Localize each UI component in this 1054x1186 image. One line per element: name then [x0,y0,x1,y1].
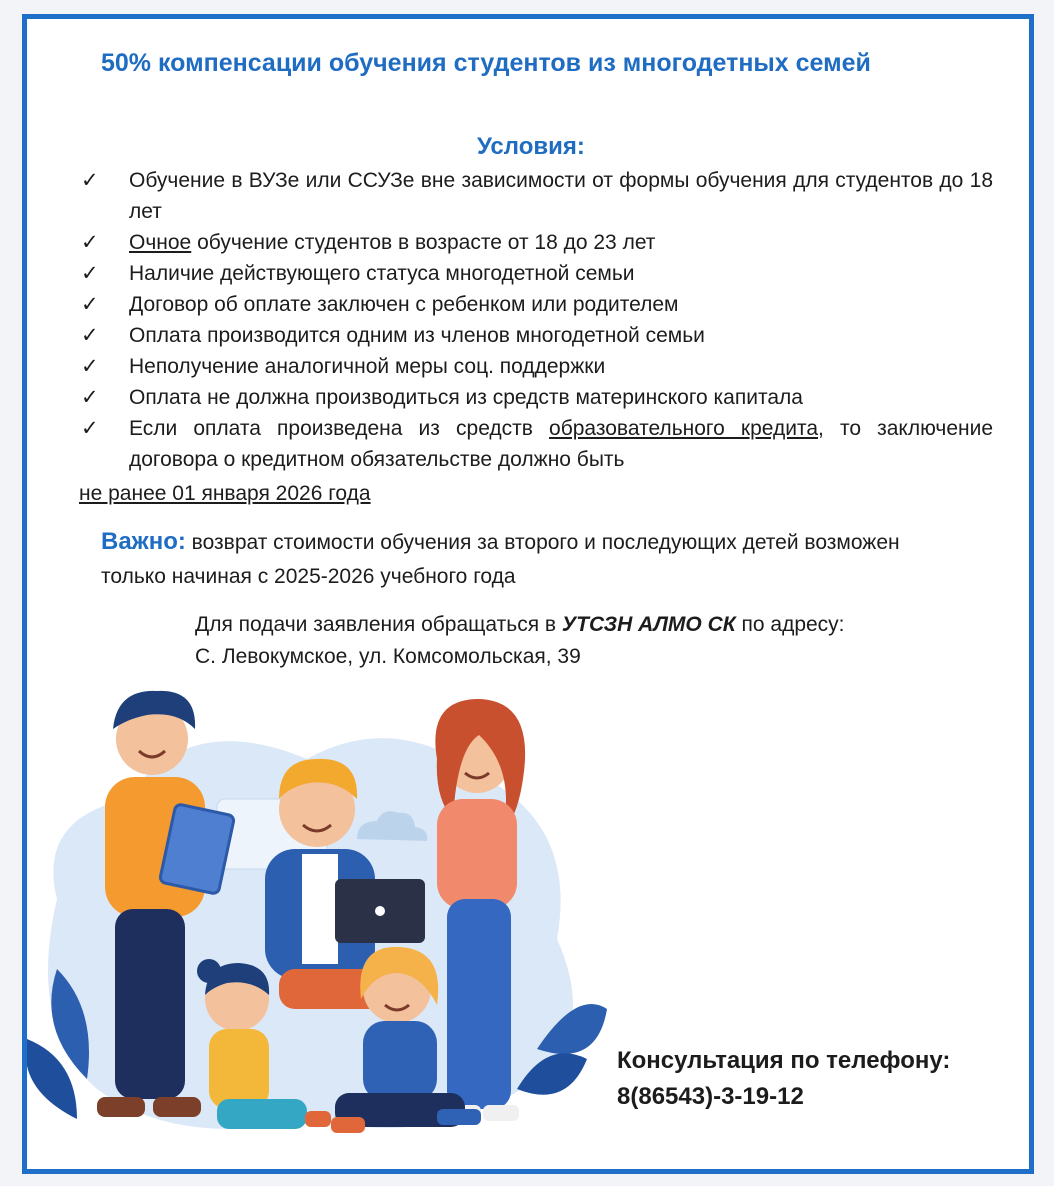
check-icon: ✓ [81,231,99,254]
condition-text: Наличие действующего статуса многодетной семьи [129,262,635,285]
check-icon: ✓ [81,386,99,409]
condition-text: Обучение в ВУЗе или ССУЗе вне зависимости от формы обучения для студентов до 18 лет [129,169,993,223]
list-item [81,289,993,320]
condition-text: обучение студентов в возрасте от 18 до 23 лет [191,231,656,254]
family-illustration [22,649,617,1174]
legs [447,899,511,1109]
condition-text: Оплата не должна производиться из средств материнского капитала [129,386,803,409]
important-text: возврат стоимости обучения за второго и последующих детей возможен только начиная с 2025-2026 учебного года [101,531,900,588]
hair-bun [197,959,221,983]
check-icon: ✓ [81,417,99,440]
shoe [483,1105,519,1121]
conditions-list [81,165,993,475]
torso [437,799,517,909]
contact-label: Консультация по телефону: [617,1047,951,1074]
check-icon: ✓ [81,324,99,347]
list-item [81,413,993,475]
poster-frame [22,14,1034,1174]
condition-text: Оплата производится одним из членов многодетной семьи [129,324,705,347]
check-icon: ✓ [81,169,99,192]
check-icon: ✓ [81,262,99,285]
list-item [81,351,993,382]
check-icon: ✓ [81,355,99,378]
list-item [81,258,993,289]
list-item [81,320,993,351]
address-line: С. Левокумское, ул. Комсомольская, 39 [195,645,581,668]
condition-text: Неполучение аналогичной меры соц. поддержки [129,355,606,378]
shoe [97,1097,145,1117]
shoe [331,1117,365,1133]
torso [363,1021,437,1101]
list-item [81,382,993,413]
legs [115,909,185,1099]
conditions-heading: Условия: [477,133,585,160]
condition-underlined: Очное [129,231,192,254]
application-text: Для подачи заявления обращаться в [195,613,562,636]
condition-text: Договор об оплате заключен с ребенком или родителем [129,293,679,316]
laptop-logo [375,906,385,916]
list-item [81,227,993,258]
shoe [437,1109,481,1125]
condition-text: Если оплата произведена из средств [129,417,550,440]
important-label: Важно: [101,528,186,555]
important-note [101,525,931,594]
shoe [305,1111,331,1127]
deadline-note: не ранее 01 января 2026 года [79,482,371,505]
check-icon: ✓ [81,293,99,316]
condition-text: , то заключение договора о кредитном обязательстве должно быть [129,417,993,471]
application-line [195,609,955,641]
application-text: по адресу: [735,613,845,636]
condition-underlined: образовательного кредита [549,417,819,440]
organization-name: УТСЗН АЛМО СК [561,613,736,636]
contact-phone: 8(86543)-3-19-12 [617,1083,804,1110]
torso [209,1029,269,1109]
shoe [153,1097,201,1117]
list-item [81,165,993,227]
shirt [302,854,338,964]
legs [217,1099,307,1129]
contact-info [617,1043,950,1115]
poster-title: 50% компенсации обучения студентов из многодетных семей [101,49,871,77]
